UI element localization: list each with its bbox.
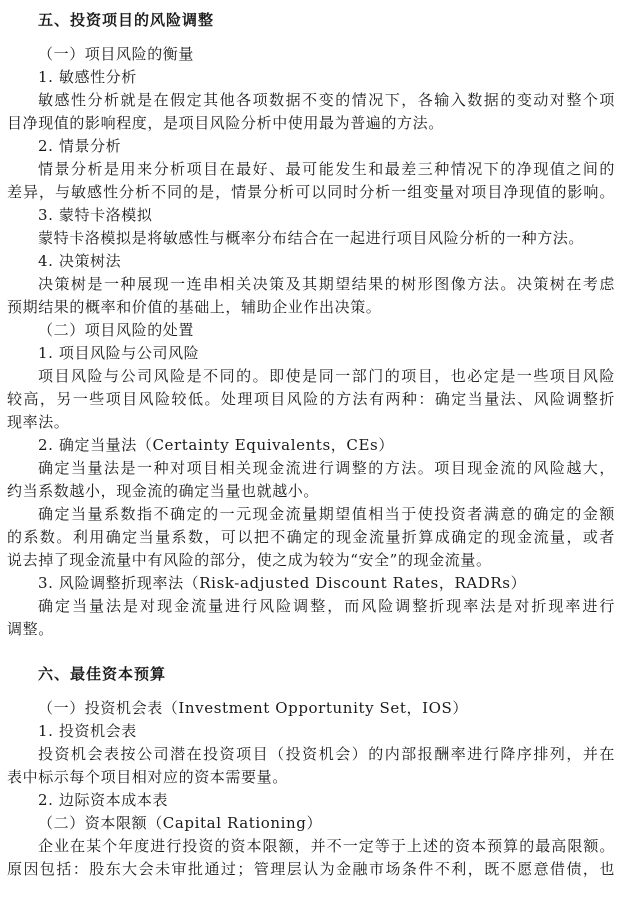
paragraph-line: 原因包括：股东大会未审批通过；管理层认为金融市场条件不利，既不愿意借债，也	[7, 860, 615, 878]
item-title: 1. 项目风险与公司风险	[38, 344, 200, 362]
paragraph-line: 目净现值的影响程度，是项目风险分析中使用最为普遍的方法。	[7, 114, 444, 132]
paragraph-line: 项目风险与公司风险是不同的。即使是同一部门的项目，也必定是一些项目风险	[38, 367, 615, 385]
paragraph-line: 差异，与敏感性分析不同的是，情景分析可以同时分析一组变量对项目净现值的影响。	[7, 183, 615, 201]
paragraph-line: 约当系数越小，现金流的确定当量也就越小。	[7, 482, 320, 500]
paragraph-line: 确定当量系数指不确定的一元现金流量期望值相当于使投资者满意的确定的金额	[38, 505, 615, 523]
paragraph-line: 较高，另一些项目风险较低。处理项目风险的方法有两种：确定当量法、风险调整折	[7, 390, 615, 408]
item-title: 4. 决策树法	[38, 252, 122, 270]
paragraph-line: 的系数。利用确定当量系数，可以把不确定的现金流量折算成确定的现金流量，或者	[7, 528, 615, 546]
paragraph-line: 决策树是一种展现一连串相关决策及其期望结果的树形图像方法。决策树在考虑	[38, 275, 615, 293]
paragraph-line: 投资机会表按公司潜在投资项目（投资机会）的内部报酬率进行降序排列，并在	[38, 745, 615, 763]
item-title: 2. 确定当量法（Certainty Equivalents，CEs）	[38, 436, 394, 454]
paragraph-line: 预期结果的概率和价值的基础上，辅助企业作出决策。	[7, 298, 382, 316]
paragraph-line: 企业在某个年度进行投资的资本限额，并不一定等于上述的资本预算的最高限额。	[38, 837, 615, 855]
item-title: 1. 敏感性分析	[38, 68, 137, 86]
paragraph-line: 调整。	[7, 620, 54, 638]
section-heading-6: 六、最佳资本预算	[38, 665, 167, 683]
paragraph-line: 表中标示每个项目相对应的资本需要量。	[7, 768, 288, 786]
item-title: 3. 风险调整折现率法（Risk-adjusted Discount Rates，RADRs）	[38, 574, 527, 592]
item-title: 2. 边际资本成本表	[38, 791, 169, 809]
item-title: 1. 投资机会表	[38, 722, 137, 740]
paragraph-line: 现率法。	[7, 413, 70, 431]
section-heading-5: 五、投资项目的风险调整	[38, 11, 215, 29]
paragraph-line: 情景分析是用来分析项目在最好、最可能发生和最差三种情况下的净现值之间的	[38, 160, 615, 178]
item-title: 2. 情景分析	[38, 137, 122, 155]
item-title: 3. 蒙特卡洛模拟	[38, 206, 153, 224]
subsection-title: （一）项目风险的衡量	[38, 45, 195, 63]
subsection-title: （一）投资机会表（Investment Opportunity Set，IOS）	[38, 699, 469, 717]
subsection-title: （二）资本限额（Capital Rationing）	[38, 814, 323, 832]
paragraph-line: 说去掉了现金流量中有风险的部分，使之成为较为“安全”的现金流量。	[7, 551, 492, 569]
paragraph-line: 确定当量法是对现金流量进行风险调整，而风险调整折现率法是对折现率进行	[38, 597, 615, 615]
paragraph-line: 敏感性分析就是在假定其他各项数据不变的情况下，各输入数据的变动对整个项	[38, 91, 615, 109]
paragraph-line: 蒙特卡洛模拟是将敏感性与概率分布结合在一起进行项目风险分析的一种方法。	[38, 229, 585, 247]
subsection-title: （二）项目风险的处置	[38, 321, 195, 339]
paragraph-line: 确定当量法是一种对项目相关现金流进行调整的方法。项目现金流的风险越大，	[38, 459, 615, 477]
